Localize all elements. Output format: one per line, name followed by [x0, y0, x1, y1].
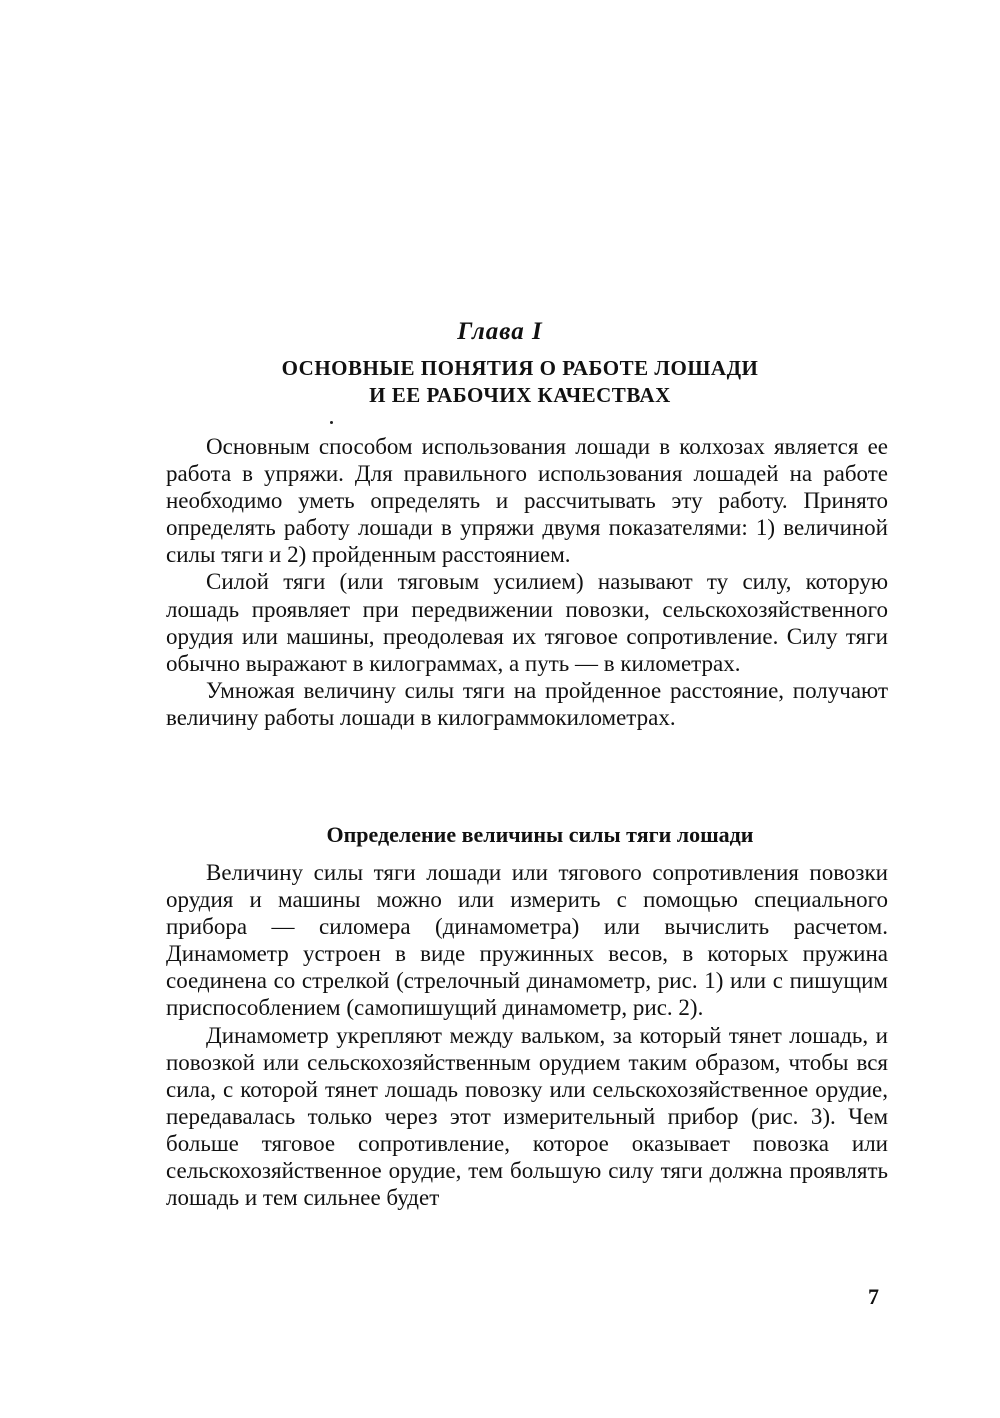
- page-number: 7: [868, 1284, 879, 1309]
- chapter-title-line-1: ОСНОВНЫЕ ПОНЯТИЯ О РАБОТЕ ЛОШАДИ: [281, 356, 759, 380]
- paragraph: Силой тяги (или тяговым усилием) называют ту силу, которую лошадь проявляет при передвижении повозки, сельскохозяйственного орудия или машины, преодолевая их тяговое сопротивление. Силу тяги обычно выражают в килограммах, а путь — в километрах.: [166, 569, 888, 676]
- intro-text: [166, 433, 888, 731]
- chapter-title: [0, 355, 1000, 409]
- print-speck: [330, 421, 333, 424]
- paragraph: Величину силы тяги лошади или тягового сопротивления повозки орудия и машины можно или измерить с помощью специального прибора — силомера (динамометра) или вычислить расчетом. Динамометр устроен в виде пружинных весов, в которых пружина соединена со стрелкой (стрелочный динамометр, рис. 1) или с пишущим приспособлением (самопишущий динамометр, рис. 2).: [166, 860, 888, 1021]
- paragraph: Основным способом использования лошади в колхозах является ее работа в упряжи. Для правильного использования лошадей на работе необходимо уметь определять и рассчитывать эту работу. Принято определять работу лошади в упряжи двумя показателями: 1) величиной силы тяги и 2) пройденным расстоянием.: [166, 434, 888, 568]
- section-heading: Определение величины силы тяги лошади: [326, 822, 754, 847]
- chapter-title-line-2: И ЕЕ РАБОЧИХ КАЧЕСТВАХ: [369, 383, 671, 407]
- paragraph: Динамометр укрепляют между вальком, за который тянет лошадь, и повозкой или сельскохозяйственным орудием таким образом, чтобы вся сила, с которой тянет лошадь повозку или сельскохозяйственное орудие, передавалась только через этот измерительный прибор (рис. 3). Чем больше тяговое сопротивление, которое оказывает повозка или сельскохозяйственное орудие, тем большую силу тяги должна проявлять лошадь и тем сильнее будет: [166, 1022, 888, 1211]
- section-text: [166, 859, 888, 1211]
- paragraph: Умножая величину силы тяги на пройденное расстояние, получают величину работы лошади в килограммокилометрах.: [166, 677, 888, 730]
- chapter-label: Глава I: [457, 318, 543, 345]
